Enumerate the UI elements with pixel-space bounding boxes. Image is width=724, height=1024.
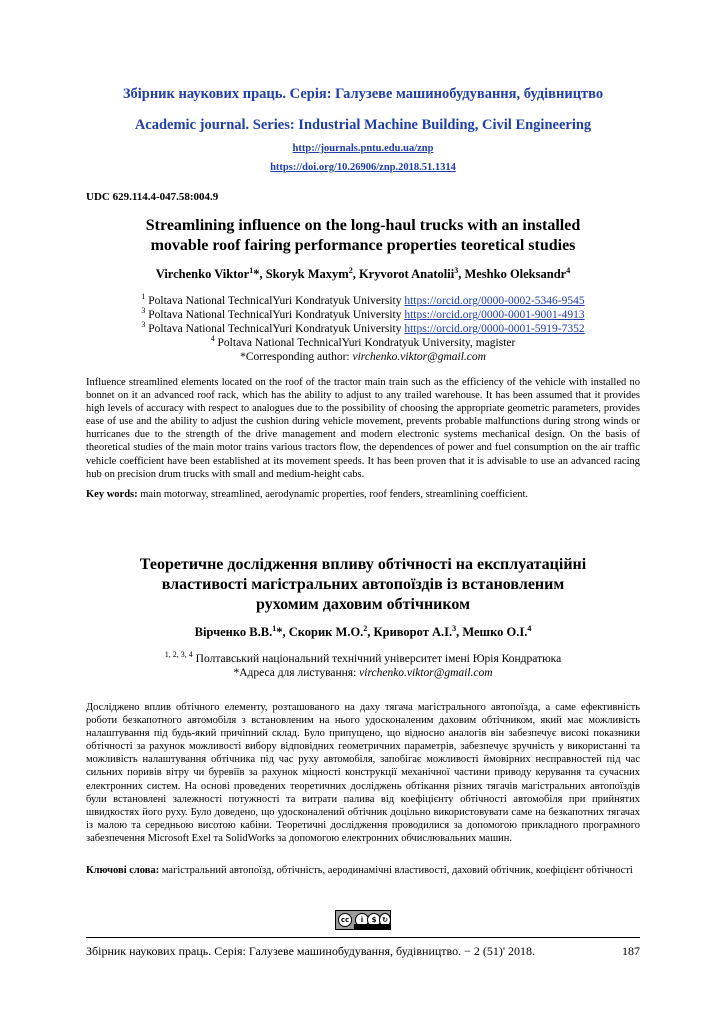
en-corresponding-email[interactable]: virchenko.viktor@gmail.com [352,351,486,363]
ua-authors [86,625,640,640]
author-affiliation-sup: 3 [454,265,459,275]
ua-corresponding-label: *Адреса для листування: [233,667,360,679]
affiliation-sup: 3 [141,320,146,330]
doi-line [86,162,640,173]
author-name: Скорик М.О. [288,625,364,639]
ua-keywords-label: Ключові слова: [86,865,160,876]
affiliation-text: Poltava National TechnicalYuri Kondratyuk University [148,295,405,307]
author-name: Мешко О.І. [462,625,528,639]
ua-keywords-text: магістральний автопоїзд, обтічність, аеродинамічні властивості, даховий обтічник, коефіцієнт обтічності [159,865,633,876]
journal-title-en: Academic journal. Series: Industrial Machine Building, Civil Engineering [134,117,592,133]
ua-affiliation [86,652,640,666]
en-authors [86,267,640,282]
author-affiliation-sup: 1 [272,623,277,633]
footer-divider [86,937,640,938]
affiliation-text: Poltava National TechnicalYuri Kondratyuk University [148,309,405,321]
author-separator: , [282,625,289,639]
page-number: 187 [622,944,640,958]
affiliation-text: Poltava National TechnicalYuri Kondratyuk University, magister [217,337,516,349]
author-affiliation-sup: 2 [348,265,353,275]
author-name: Virchenko Viktor [155,267,250,281]
en-title-line: Streamlining influence on the long-haul trucks with an installed [145,217,581,234]
affiliation-sup: 1 [141,292,146,302]
affiliation-text: Poltava National TechnicalYuri Kondratyuk University [148,323,405,335]
affiliation-sup: 3 [141,306,146,316]
en-corresponding [86,350,640,364]
en-title [86,216,640,256]
corresponding-star: * [253,267,260,281]
doi-link[interactable]: https://doi.org/10.26906/znp.2018.51.1314 [270,162,456,173]
ua-affiliation-sup: 1, 2, 3, 4 [164,650,193,660]
cc-icon: cc [338,913,352,927]
journal-url-link[interactable]: http://journals.pntu.edu.ua/znp [292,143,434,154]
en-abstract: Influence streamlined elements located on the roof of the tractor main train such as the efficiency of the vehicle with installed no bonnet on it an advanced roof rack, which has the ability to adjust to any trailed warehouse. It has been assumed that it provides high levels of accuracy with respect to analogues due to the possibility of choosing the appropriate geometric parameters, provides ease of use and the ability to adjust the cushion during vehicle movement, prevents probable malfunctions during strong winds or hurricanes due to the strength of the drive management and modern electronic systems mechanical design. On the basis of theoretical studies of the main motor trains various tractors flow, the dependences of power and fuel consumption on the air traffic vehicle coefficient have been established at its movement speeds. It has been proven that it is advisable to use an advanced racing hub on precision drum trucks with small and medium-height cabs. [86,377,640,480]
ua-title-line: властивості магістральних автопоїздів із встановленим [161,576,565,593]
author-separator: , [458,267,465,281]
ua-affiliation-text: Полтавський національний технічний університет імені Юрія Кондратюка [192,653,562,665]
footer [86,944,640,959]
author-affiliation-sup: 4 [566,265,571,275]
ua-abstract: Досліджено вплив обтічного елементу, розташованого на даху тягача магістрального автопоїзда, а саме ефективність роботи безкапотного автомобіля з встановленим на нього удосконаленим даховим обтічником, який має можливість налаштування під будь-який причіпний склад. Було припущено, що відносно аналогів він забезпечує високі показники обтічності за рахунок можливості вибору відповідних геометричних параметрів, забезпечує зручність у використанні та можливість налаштування обтічника під час руху автомобіля, запобігає можливості ймовірних несправностей під час сильних поривів вітру чи буревіїв за рахунок міцності конструкції механічної частини приводу керування та сучасних електронних систем. На основі проведених теоретичних досліджень обтікання різних тягачів магістральних автопоїздів були встановлені залежності потужності та витрати палива від коефіцієнту обтічності автомобіля при прийнятих швидкостях його руху. Було доведено, що удосконалений обтічник доцільно використовувати саме на безкапотних тягачах із малою та середньою висотою кабіни. Теоретичні дослідження проводилися за допомогою прикладного програмного забезпечення Microsoft Exel та SolidWorks за допомогою електронних обчислювальних машин. [86,702,640,844]
ua-title-line: Теоретичне дослідження впливу обтічності на експлуатаційні [139,556,587,573]
en-affiliations [86,294,640,364]
orcid-link[interactable]: https://orcid.org/0000-0001-9001-4913 [404,309,585,321]
ua-corresponding-email[interactable]: virchenko.viktor@gmail.com [359,667,493,679]
en-affiliation [86,294,640,308]
author-name: Криворот А.І. [373,625,453,639]
journal-url-line [86,143,640,154]
orcid-link[interactable]: https://orcid.org/0000-0002-5346-9545 [404,295,585,307]
en-affiliation [86,308,640,322]
author-affiliation-sup: 1 [249,265,254,275]
by-icon: i [355,913,369,927]
udc-code: UDC 629.114.4-047.58:004.9 [86,191,219,203]
author-separator: , [456,625,463,639]
affiliation-sup: 4 [210,334,215,344]
sa-icon: ↻ [379,913,391,927]
journal-title-ua: Збірник наукових праць. Серія: Галузеве машинобудування, будівництво [122,86,604,102]
footer-journal: Збірник наукових праць. Серія: Галузеве машинобудування, будівництво. − 2 (51)' 2018. [86,944,536,958]
en-keywords [86,488,640,501]
en-affiliation [86,336,640,350]
ua-keywords [86,864,640,877]
en-keywords-text: main motorway, streamlined, aerodynamic properties, roof fenders, streamlining coefficient. [137,489,529,500]
en-keywords-label: Key words: [86,489,138,500]
en-affiliation-list [86,294,640,350]
en-corresponding-label: *Corresponding author: [240,351,353,363]
author-separator: , [352,267,359,281]
author-separator: , [259,267,266,281]
author-affiliation-sup: 2 [363,623,368,633]
ua-title [86,555,640,615]
ua-corresponding [86,666,640,680]
author-separator: , [367,625,374,639]
cc-license-icon[interactable] [335,910,391,930]
cc-label-bar [354,924,390,929]
author-name: Meshko Oleksandr [464,267,567,281]
author-name: Skoryk Maxym [265,267,349,281]
author-name: Kryvorot Anatolii [358,267,455,281]
en-title-line: movable roof fairing performance properties teoretical studies [150,237,576,254]
corresponding-star: * [276,625,283,639]
author-affiliation-sup: 4 [527,623,532,633]
ua-title-line: рухомим даховим обтічником [256,596,470,613]
author-name: Вірченко В.В. [194,625,273,639]
ua-affiliations [86,652,640,680]
orcid-link[interactable]: https://orcid.org/0000-0001-5919-7352 [404,323,585,335]
author-affiliation-sup: 3 [452,623,457,633]
nc-icon: $ [367,913,381,927]
en-affiliation [86,322,640,336]
